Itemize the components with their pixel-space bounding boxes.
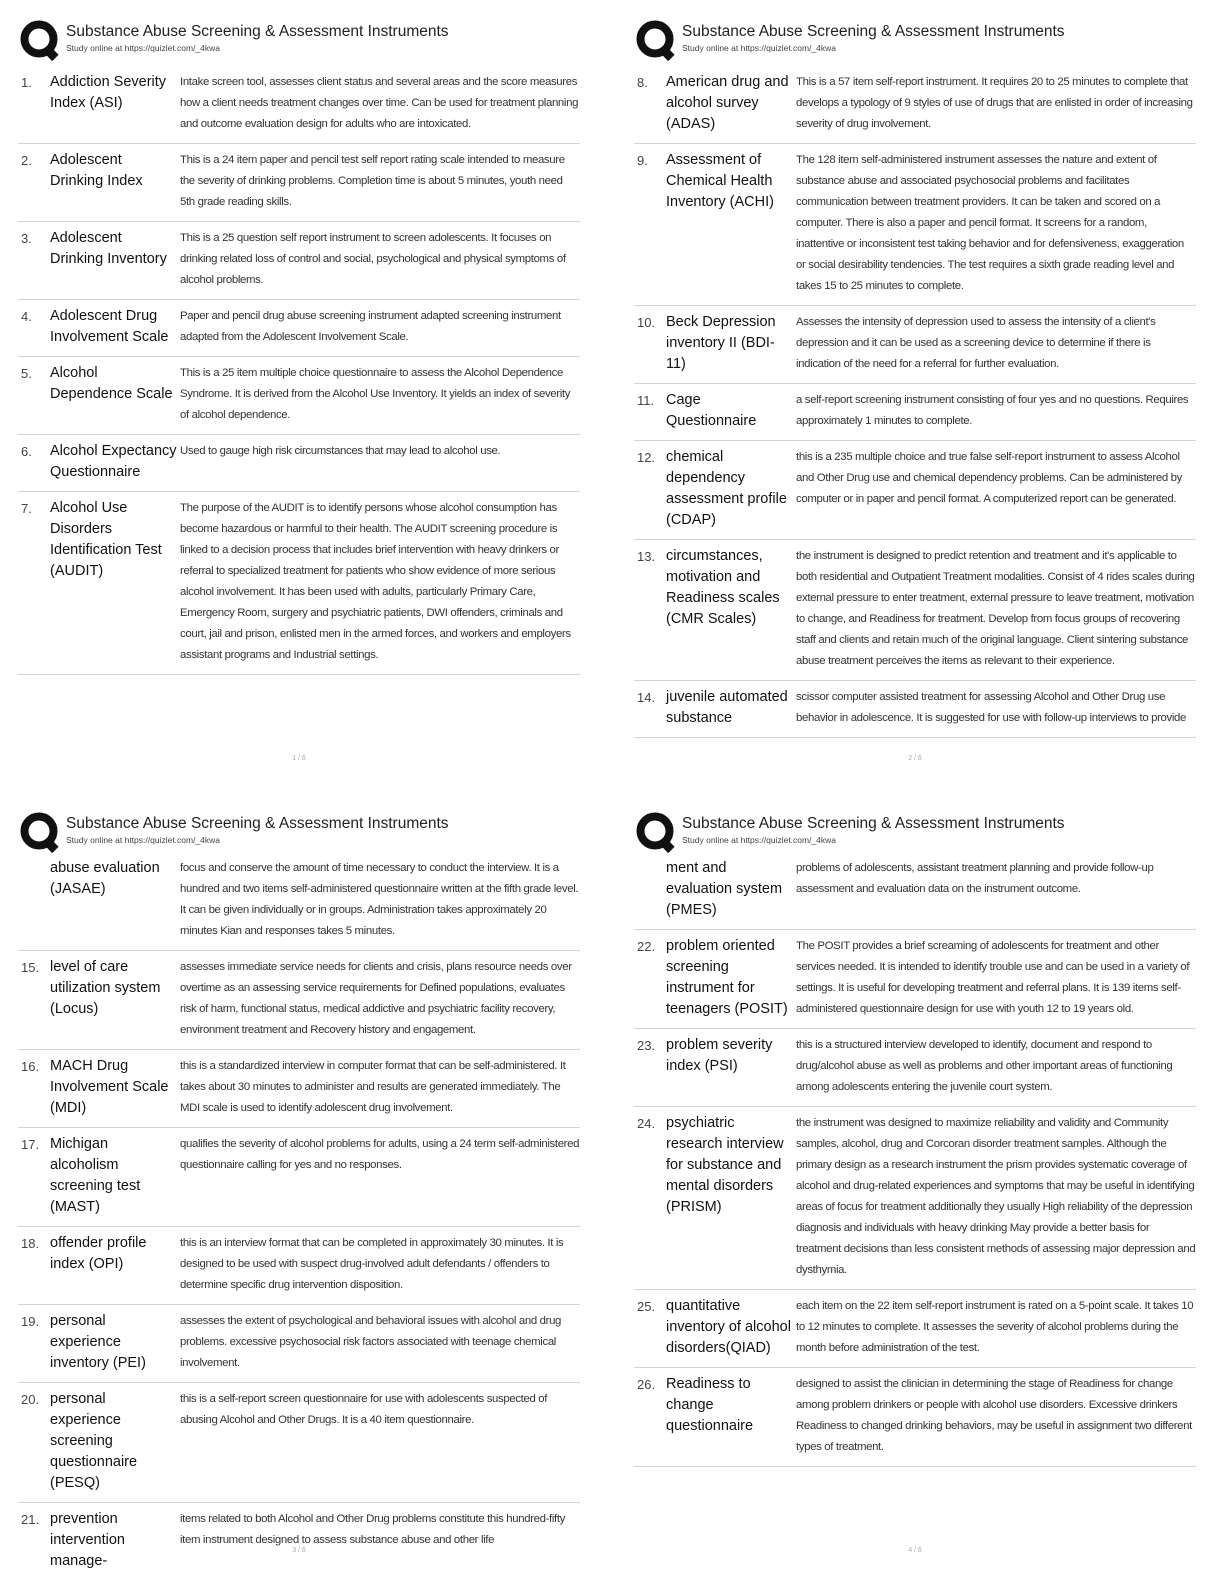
list-item: [634, 1368, 1196, 1467]
list-item: [18, 435, 580, 492]
page-header: [634, 810, 1214, 854]
list-item: [634, 930, 1196, 1029]
item-definition: assesses immediate service needs for clients and crisis, plans resource needs over overtime as an assessing service requirements for Defined populations, evaluates risk of harm, functional status, medical addictive and psychiatric facility recovery, environment treatment and Recovery history and engagement.: [180, 961, 572, 1036]
item-number: 4.: [21, 309, 32, 324]
item-definition: a self-report screening instrument consisting of four yes and no questions. Requires approximately 1 minutes to complete.: [796, 394, 1189, 427]
list-item: [18, 492, 580, 675]
page-title: Substance Abuse Screening & Assessment Instruments: [682, 23, 1065, 40]
item-definition: Intake screen tool, assesses client status and several areas and the score measures how a client needs treatment changes over time. Can be used for treatment planning and outcome evaluation design for adults who are intoxicated.: [180, 76, 579, 130]
list-item: [18, 66, 580, 144]
item-definition: The POSIT provides a brief screaming of adolescents for treatment and other services needed. It is intended to identify trouble use and can be used in a variety of settings. It is useful for developing treatment and referral plans. It is 139 items self-administered questionnaire design for use with youth 12 to 19 years old.: [796, 940, 1190, 1015]
item-term: psychiatric research interview for substance and mental disorders (PRISM): [666, 1115, 784, 1215]
item-number: 19.: [21, 1314, 40, 1329]
item-definition: this is a self-report screen questionnaire for use with adolescents suspected of abusing Alcohol and Other Drugs. It is a 40 item questionnaire.: [180, 1393, 548, 1426]
term-list: [18, 858, 580, 1570]
item-term: American drug and alcohol survey (ADAS): [666, 74, 789, 132]
item-number: 16.: [21, 1059, 40, 1074]
item-term: level of care utilization system (Locus): [50, 959, 161, 1017]
item-definition: This is a 25 question self report instrument to screen adolescents. It focuses on drinking related loss of control and social, psychological and physical symptoms of alcohol problems.: [180, 232, 566, 286]
page-header: [18, 18, 598, 62]
quizlet-logo-icon: [18, 18, 62, 62]
item-number: 14.: [637, 690, 656, 705]
list-item: [634, 144, 1196, 306]
page-2: [634, 18, 1214, 778]
list-item: [18, 357, 580, 435]
list-item: [18, 222, 580, 300]
item-term: Alcohol Use Disorders Identification Test (AUDIT): [50, 500, 162, 579]
item-term: circumstances, motivation and Readiness scales (CMR Scales): [666, 548, 780, 627]
item-term: problem severity index (PSI): [666, 1037, 773, 1074]
item-number: [634, 858, 666, 921]
item-number: 25.: [637, 1299, 656, 1314]
list-item: [634, 1107, 1196, 1290]
item-term: Michigan alcoholism screening test (MAST): [50, 1136, 141, 1215]
term-list: [634, 66, 1196, 738]
list-item: [634, 1029, 1196, 1107]
item-term: Alcohol Dependence Scale: [50, 365, 173, 402]
list-item: [18, 1305, 580, 1383]
item-definition: items related to both Alcohol and Other Drug problems constitute this hundred-fifty item instrument designed to assess substance abuse and other life: [180, 1513, 566, 1546]
item-term: ment and evaluation system (PMES): [666, 860, 783, 918]
item-definition: each item on the 22 item self-report instrument is rated on a 5-point scale. It takes 10 to 12 minutes to complete. It assesses the severity of alcohol problems during the month before administration of the test.: [796, 1300, 1194, 1354]
item-definition: this is an interview format that can be completed in approximately 30 minutes. It is designed to be used with suspect drug-involved adult defendants / offenders to determine specific drug intervention disposition.: [180, 1237, 564, 1291]
item-definition: Used to gauge high risk circumstances that may lead to alcohol use.: [180, 445, 501, 457]
item-definition: This is a 24 item paper and pencil test self report rating scale intended to measure the severity of drinking problems. Completion time is about 5 minutes, youth need 5th grade reading skills.: [180, 154, 565, 208]
item-definition: The 128 item self-administered instrument assesses the nature and extent of substance abuse and associated psychosocial problems and facilitates communication between treatment providers. It can be taken and scored on a computer. There is also a paper and pencil format. It screens for a random, inattentive or inconsistent test taking behavior and for defensiveness, exaggeration or social desirability tendencies. The test requires a sixth grade reading level and takes 15 to 25 minutes to complete.: [796, 154, 1184, 292]
list-item: [634, 384, 1196, 441]
item-term: personal experience inventory (PEI): [50, 1313, 146, 1371]
item-term: prevention intervention manage-: [50, 1511, 125, 1569]
page-1: [18, 18, 598, 778]
page-header: [634, 18, 1214, 62]
item-definition: The purpose of the AUDIT is to identify persons whose alcohol consumption has become hazardous or harmful to their health. The AUDIT screening procedure is linked to a decision process that includes brief intervention with heavy drinkers or referral to specialized treatment for patients who show evidence of more serious alcohol involvement. It has been used with adults, particularly Primary Care, Emergency Room, surgery and psychiatric patients, DWI offenders, criminals and court, jail and prison, enlisted men in the armed forces, and workers and employers assistant programs and Industrial settings.: [180, 502, 571, 661]
item-number: 8.: [637, 75, 648, 90]
term-list: [634, 858, 1196, 1467]
study-online-link[interactable]: Study online at https://quizlet.com/_4kwa: [66, 835, 221, 845]
item-term: offender profile index (OPI): [50, 1235, 147, 1272]
item-term: Beck Depression inventory II (BDI-11): [666, 314, 776, 372]
item-definition: Assesses the intensity of depression used to assess the intensity of a client's depression and it can be used as a screening device to determine if there is indication of the need for a referral for further evaluation.: [796, 316, 1156, 370]
page-number: 2 / 6: [908, 755, 922, 762]
item-definition: designed to assist the clinician in determining the stage of Readiness for change among problem drinkers or people with alcohol use disorders. Excessive drinkers Readiness to changed drinking behaviors, may be useful in assignment two different types of treatment.: [796, 1378, 1192, 1453]
item-definition: focus and conserve the amount of time necessary to conduct the interview. It is a hundred and two items self-administered questionnaire written at the fifth grade level. It can be given individually or in groups. Administration takes approximately 20 minutes Kian and responses takes 5 minutes.: [180, 862, 579, 937]
list-item: [634, 1290, 1196, 1368]
study-online-link[interactable]: Study online at https://quizlet.com/_4kwa: [682, 835, 837, 845]
page-3: [18, 810, 598, 1570]
item-number: 10.: [637, 315, 656, 330]
item-definition: Paper and pencil drug abuse screening instrument adapted screening instrument adapted from the Adolescent Involvement Scale.: [180, 310, 561, 343]
item-number: [18, 858, 50, 942]
item-term: problem oriented screening instrument for teenagers (POSIT): [666, 938, 788, 1017]
item-term: Alcohol Expectancy Questionnaire: [50, 443, 177, 480]
quizlet-logo-icon: [18, 810, 62, 854]
item-definition: the instrument is designed to predict retention and treatment and it's applicable to both residential and Outpatient Treatment modalities. Consist of 4 rides scales during external pressure to enter treatment, external pressure to leave treatment, motivation to change, and Readiness for treatment. Develop from focus groups of recovering staff and clients and retain much of the original language. Client sintering substance abuse treatment perceives the items as relevant to their experience.: [796, 550, 1195, 667]
item-number: 24.: [637, 1116, 656, 1131]
page-number: 3 / 6: [292, 1547, 306, 1554]
item-number: 5.: [21, 366, 32, 381]
item-number: 6.: [21, 444, 32, 459]
list-item: [634, 441, 1196, 540]
item-number: 11.: [637, 393, 655, 408]
item-term: MACH Drug Involvement Scale (MDI): [50, 1058, 169, 1116]
item-definition: This is a 25 item multiple choice questionnaire to assess the Alcohol Dependence Syndrome. It is derived from the Alcohol Use Inventory. It yields an index of severity of alcohol dependence.: [180, 367, 571, 421]
item-definition: this is a standardized interview in computer format that can be self-administered. It takes about 30 minutes to administer and results are generated immediately. The MDI scale is used to identify adolescent drug involvement.: [180, 1060, 566, 1114]
list-item: [18, 300, 580, 357]
item-term: quantitative inventory of alcohol disorders(QIAD): [666, 1298, 791, 1356]
item-term: Addiction Severity Index (ASI): [50, 74, 167, 111]
item-definition: qualifies the severity of alcohol problems for adults, using a 24 term self-administered questionnaire calling for yes and no responses.: [180, 1138, 580, 1171]
page-number: 1 / 6: [292, 755, 306, 762]
list-item: [18, 951, 580, 1050]
list-item: [18, 144, 580, 222]
item-number: 1.: [21, 75, 32, 90]
item-number: 3.: [21, 231, 32, 246]
item-definition: scissor computer assisted treatment for assessing Alcohol and Other Drug use behavior in adolescence. It is suggested for use with follow-up interviews to provide: [796, 691, 1187, 724]
item-number: 20.: [21, 1392, 40, 1407]
page-title: Substance Abuse Screening & Assessment Instruments: [66, 815, 449, 832]
item-number: 12.: [637, 450, 656, 465]
item-number: 21.: [21, 1512, 40, 1527]
item-term: Cage Questionnaire: [666, 392, 757, 429]
list-item: [634, 66, 1196, 144]
item-term: Adolescent Drug Involvement Scale: [50, 308, 169, 345]
item-number: 9.: [637, 153, 648, 168]
list-item: [18, 1227, 580, 1305]
item-number: 26.: [637, 1377, 656, 1392]
item-number: 22.: [637, 939, 656, 954]
item-definition: This is a 57 item self-report instrument. It requires 20 to 25 minutes to complete that develops a typology of 9 styles of use of drugs that are enlisted in order of increasing severity of drug involvement.: [796, 76, 1193, 130]
list-item: [634, 540, 1196, 681]
quizlet-logo-icon: [634, 810, 678, 854]
page-title: Substance Abuse Screening & Assessment Instruments: [682, 815, 1065, 832]
item-number: 13.: [637, 549, 656, 564]
study-online-link[interactable]: Study online at https://quizlet.com/_4kwa: [682, 43, 837, 53]
item-definition: this is a 235 multiple choice and true false self-report instrument to assess Alcohol and Other Drug use and chemical dependency problems. Can be administered by computer or in paper and pencil format. A computerized report can be generated.: [796, 451, 1182, 505]
item-definition: assesses the extent of psychological and behavioral issues with alcohol and drug problems. excessive psychosocial risk factors associated with teenage chemical involvement.: [180, 1315, 562, 1369]
list-item: [18, 1503, 580, 1570]
term-list: [18, 66, 580, 675]
page-title: Substance Abuse Screening & Assessment Instruments: [66, 23, 449, 40]
item-term: juvenile automated substance: [666, 689, 788, 726]
item-term: Assessment of Chemical Health Inventory (ACHI): [666, 152, 774, 210]
list-item: [18, 1383, 580, 1503]
page-number: 4 / 6: [908, 1547, 922, 1554]
page-4: [634, 810, 1214, 1570]
item-number: 7.: [21, 501, 32, 516]
item-term: abuse evaluation (JASAE): [50, 860, 160, 897]
quizlet-logo-icon: [634, 18, 678, 62]
item-definition: this is a structured interview developed to identify, document and respond to drug/alcohol abuse as well as problems and other important areas of functioning among adolescents entering the juvenile court system.: [796, 1039, 1173, 1093]
item-number: 15.: [21, 960, 40, 975]
item-term: Readiness to change questionnaire: [666, 1376, 754, 1434]
item-definition: the instrument was designed to maximize reliability and validity and Community samples, alcohol, drug and Corcoran disorder treatment samples. Although the primary design as a research instrument the prism provides systematic coverage of alcohol and drug-related experiences and symptoms that may be useful in identifying areas of focus for treatment additionally they usually High reliability of the depression diagnosis and individuals with heavy drinking May provide a better basis for treatment decisions than less consistent methods of assessing major depression and dysthymia.: [796, 1117, 1196, 1276]
list-item: [18, 1128, 580, 1227]
item-term: chemical dependency assessment profile (CDAP): [666, 449, 787, 528]
item-number: 17.: [21, 1137, 40, 1152]
item-term: Adolescent Drinking Index: [50, 152, 143, 189]
item-number: 18.: [21, 1236, 40, 1251]
study-online-link[interactable]: Study online at https://quizlet.com/_4kwa: [66, 43, 221, 53]
item-definition: problems of adolescents, assistant treatment planning and provide follow-up assessment and evaluation data on the instrument outcome.: [796, 862, 1154, 895]
list-item: [634, 858, 1196, 930]
item-term: personal experience screening questionnaire (PESQ): [50, 1391, 138, 1491]
item-term: Adolescent Drinking Inventory: [50, 230, 167, 267]
list-item: [18, 858, 580, 951]
list-item: [634, 306, 1196, 384]
list-item: [634, 681, 1196, 738]
item-number: 23.: [637, 1038, 656, 1053]
page-header: [18, 810, 598, 854]
item-number: 2.: [21, 153, 32, 168]
list-item: [18, 1050, 580, 1128]
